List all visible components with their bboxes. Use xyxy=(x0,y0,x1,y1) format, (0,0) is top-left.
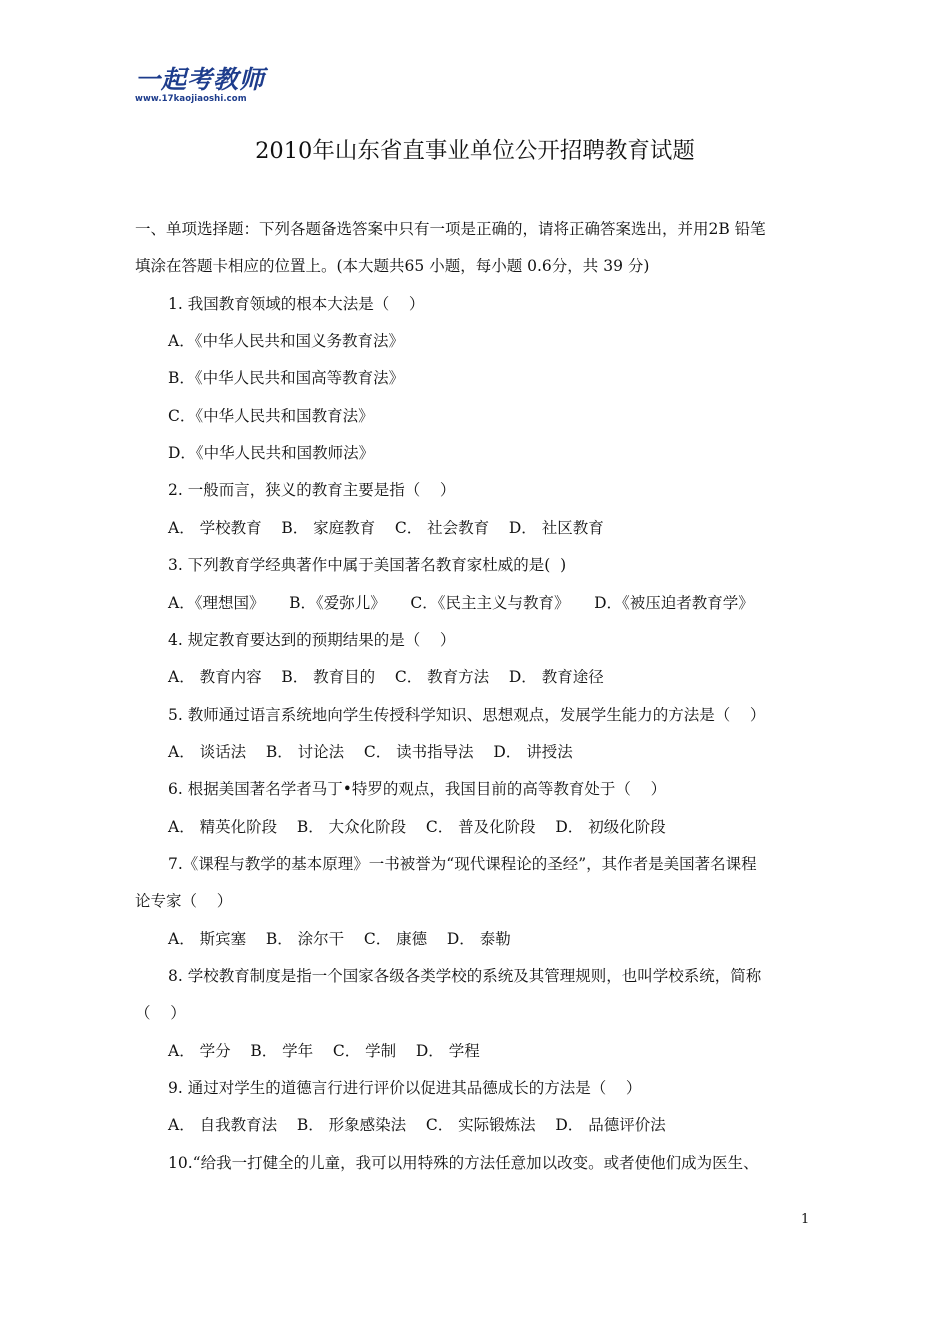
text-line: A． 精英化阶段 B． 大众化阶段 C． 普及化阶段 D． 初级化阶段 xyxy=(168,818,666,836)
text-line: C．《中华人民共和国教育法》 xyxy=(168,407,374,425)
text-line: A． 学校教育 B． 家庭教育 C． 社会教育 D． 社区教育 xyxy=(168,519,604,537)
page-number: 1 xyxy=(801,1212,810,1227)
text-line: A．《理想国》 B．《爱弥儿》 C．《民主主义与教育》 D．《被压迫者教育学》 xyxy=(168,594,754,612)
text-line: （ ） xyxy=(135,1004,186,1022)
text-line: 填涂在答题卡相应的位置上。(本大题共65 小题，每小题 0.6分，共 39 分) xyxy=(135,257,650,275)
text-line: 7.《课程与教学的基本原理》一书被誉为“现代课程论的圣经”，其作者是美国著名课程 xyxy=(168,855,757,873)
text-line: 2. 一般而言，狭义的教育主要是指（ ） xyxy=(168,481,456,499)
text-line: B．《中华人民共和国高等教育法》 xyxy=(168,369,405,387)
text-line: 9. 通过对学生的道德言行进行评价以促进其品德成长的方法是（ ） xyxy=(168,1079,642,1097)
text-line: 4. 规定教育要达到的预期结果的是（ ） xyxy=(168,631,456,649)
text-line: 5. 教师通过语言系统地向学生传授科学知识、思想观点，发展学生能力的方法是（ ） xyxy=(168,706,766,724)
text-line: 1. 我国教育领域的根本大法是（ ） xyxy=(168,295,425,313)
text-line: 3. 下列教育学经典著作中属于美国著名教育家杜威的是( ) xyxy=(168,556,567,574)
text-line: 6. 根据美国著名学者马丁•特罗的观点，我国目前的高等教育处于（ ） xyxy=(168,780,667,798)
text-line: 10.“给我一打健全的儿童，我可以用特殊的方法任意加以改变。或者使他们成为医生、 xyxy=(168,1154,759,1172)
text-line: D．《中华人民共和国教师法》 xyxy=(168,444,375,462)
text-line: A． 学分 B． 学年 C． 学制 D． 学程 xyxy=(168,1042,480,1060)
site-logo xyxy=(135,66,265,106)
text-line: A． 自我教育法 B． 形象感染法 C． 实际锻炼法 D． 品德评价法 xyxy=(168,1116,666,1134)
text-line: 8. 学校教育制度是指一个国家各级各类学校的系统及其管理规则，也叫学校系统，简称 xyxy=(168,967,762,985)
text-line: A． 教育内容 B． 教育目的 C． 教育方法 D． 教育途径 xyxy=(168,668,604,686)
document-title: 2010年山东省直事业单位公开招聘教育试题 xyxy=(255,138,695,164)
text-line: 论专家（ ） xyxy=(135,892,233,910)
text-line: 一、单项选择题：下列各题备选答案中只有一项是正确的，请将正确答案选出，并用2B 铅笔 xyxy=(135,220,766,238)
logo-text: 一起考教师 xyxy=(135,65,266,94)
text-line: A． 斯宾塞 B． 涂尔干 C． 康德 D． 泰勒 xyxy=(168,930,511,948)
logo-url: www.17kaojiaoshi.com xyxy=(135,94,247,104)
text-line: A．《中华人民共和国义务教育法》 xyxy=(168,332,404,350)
text-line: A． 谈话法 B． 讨论法 C． 读书指导法 D． 讲授法 xyxy=(168,743,573,761)
